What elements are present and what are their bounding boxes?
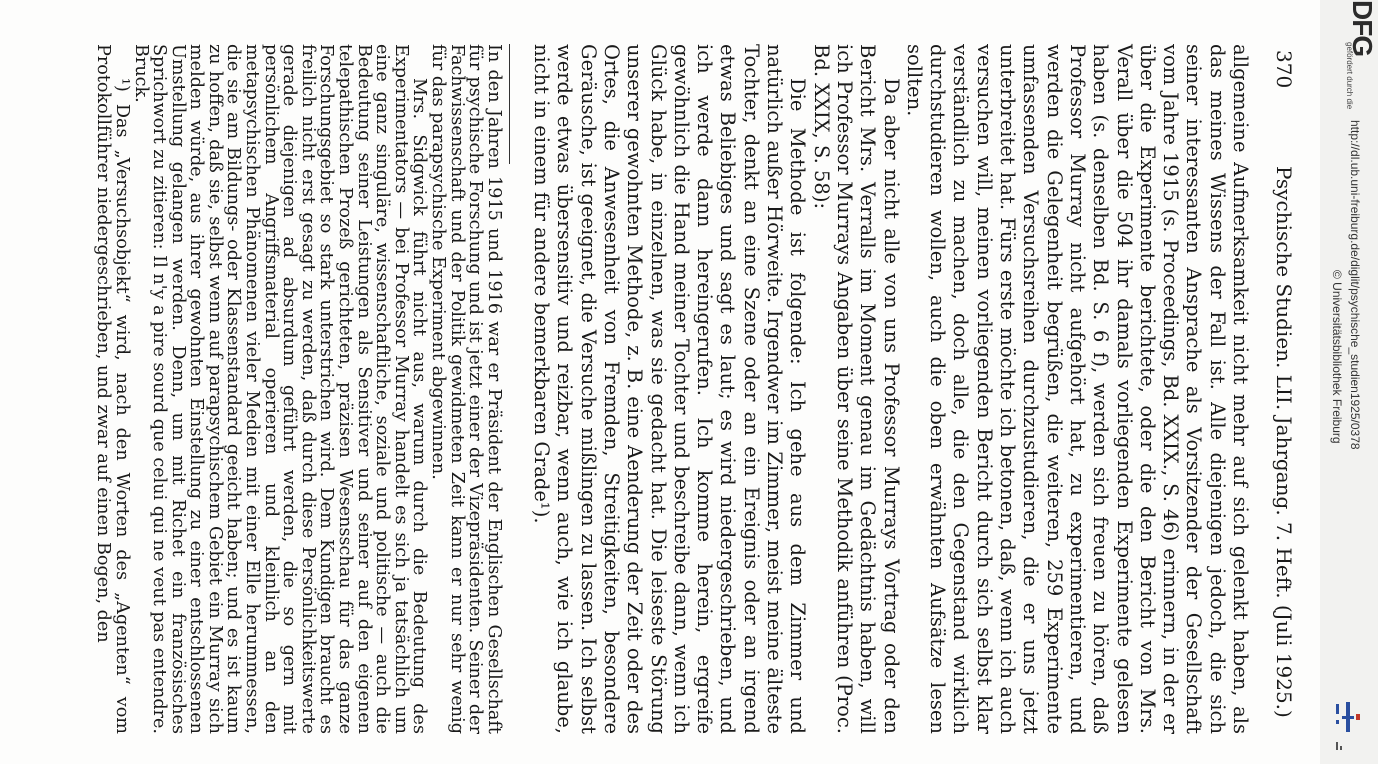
funder-caption: gefördert durch die <box>1345 42 1354 110</box>
copyright-text: © Universitätsbibliothek Freiburg <box>1330 270 1344 444</box>
body-paragraph-2: Da aber nicht alle von uns Professor Murrays Vortrag oder den Bericht Mrs. Verralls im Moment genau im Gedächtnis haben, will ich Professor Murrays Angaben über seine Methodik anführen (Proc. Bd. XXIX, S. 58): <box>809 44 903 734</box>
library-logo-icon <box>1330 700 1366 760</box>
body-paragraph-3: Die Methode ist folgende: Ich gehe aus dem Zimmer und natürlich außer Hörweite. Irgendwer im Zimmer, meist meine älteste Tochter, denkt an eine Szene oder an ein Ereignis oder an irgend etwas Beliebiges und sagt es laut; es wird niedergeschrieben, und ich werde dann hereingerufen. Ich komme herein, ergreife gewöhnlich die Hand meiner Tochter und beschreibe dann, wenn ich Glück habe, in einzelnen, was sie gedacht hat. Die leiseste Störung unserer gewohnten Methode, z. B. eine Aenderung der Zeit oder des Ortes, die Anwesenheit von Fremden, Streitigkeiten, besondere Geräusche, ist geeignet, die Versuche mißlingen zu lassen. Ich selbst werde etwas übersensitiv und reizbar, wenn auch, wie ich glaube, nicht in einem für andere bemerkbaren Grade¹). <box>530 44 810 734</box>
source-url-link[interactable]: http://dl.ub.uni-freiburg.de/diglit/psychische_studien1925/0378 <box>1348 120 1362 450</box>
running-title: Psychische Studien. LII. Jahrgang. 7. Heft. (Juli 1925.) <box>1272 166 1296 718</box>
footnote-paragraph-3: ¹) Das „Versuchsobjekt“ wird, nach den Worten des „Agenten“ vom Protokollführer niedergeschrieben, und zwar auf einen Bogen, den <box>93 44 132 734</box>
sidebar-rotated <box>1320 0 1378 764</box>
body-paragraph-1: allgemeine Aufmerksamkeit nicht mehr auf sich gelenkt haben, als das meines Wissens der Fall ist. Alle diejenigen jedoch, die sich seiner interessanten Ansprache als Vorsitzender der Gesellschaft vom Jahre 1915 (s. Proceedings, Bd. XXIX., S. 46) erinnern, in der er über die Experimente berichtete, oder die den Bericht von Mrs. Verall über die 504 ihr damals vorliegenden Experimente gelesen haben (s. denselben Bd. S. 6 f), werden sich freuen zu hören, daß Professor Murray nicht aufgehört hat, zu experimentieren, und werden die Gelegenheit begrüßen, die weiteren, 259 Experimente umfassenden Versuchsreihen durchzustudieren, die er uns jetzt unterbreitet hat. Fürs erste möchte ich betonen, daß, wenn ich auch versuchen will, meinen vorliegenden Bericht durch sich selbst klar verständlich zu machen, doch alle, die den Gegenstand wirklich durchstudieren wollen, auch die oben erwähnten Aufsätze lesen sollten. <box>902 44 1252 734</box>
footnote-paragraph-2: Mrs. Sidgwick führt nicht aus, warum durch die Bedeutung des Experimentators — bei Professor Murray handelt es sich ja tatsächlich um eine ganz singuläre, wissenschaftliche, soziale und politische — auch die Bedeutung seiner Leistungen als Sensitiver und seiner auf den eigenen telepathischen Prozeß gerichteten, präzisen Wesensschau für das ganze Forschungsgebiet so stark unterstrichen wird. Dem Kundigen braucht es freilich nicht erst gesagt zu werden, daß durch diese Persönlichkeitswerte gerade diejenigen ad absurdum geführt werden, die so gern mit persönlichem Angriffsmaterial operieren und kleinlich an den metapsychischen Phänomenen vieler Medien mit einer Elle herummessen, die sie am Bildungs- oder Klassenstandard geeicht haben; und es ist kaum zu hoffen, daß sie, selbst wenn auf parapsychischem Gebiet ein Murray sich melden würde, aus ihrer gewohnten Einstellung zu einer entschlossenen Umstellung gelangen werden. Denn, um mit Richet ein französisches Sprichwort zu zitieren: Il n'y a pire sourd que celui qui ne veut pas entendre. Bruck. <box>130 44 430 734</box>
footnote-paragraph-1: In den Jahren 1915 und 1916 war er Präsident der Englischen Gesellschaft für psychische Forschung und ist jetzt einer der Vizepräsidenten. Seiner der Fachwissenschaft und der Politik gewidmeten Zeit kann er nur sehr wenig für das parapsychische Experiment abgewinnen. <box>428 44 504 734</box>
page-header <box>1262 50 1302 750</box>
footnote-rule <box>509 44 510 164</box>
page-number: 370 <box>1272 50 1296 89</box>
page-body <box>94 44 1252 734</box>
dfg-logo-text: DFG <box>1347 0 1378 57</box>
viewer-sidebar <box>1320 0 1378 764</box>
